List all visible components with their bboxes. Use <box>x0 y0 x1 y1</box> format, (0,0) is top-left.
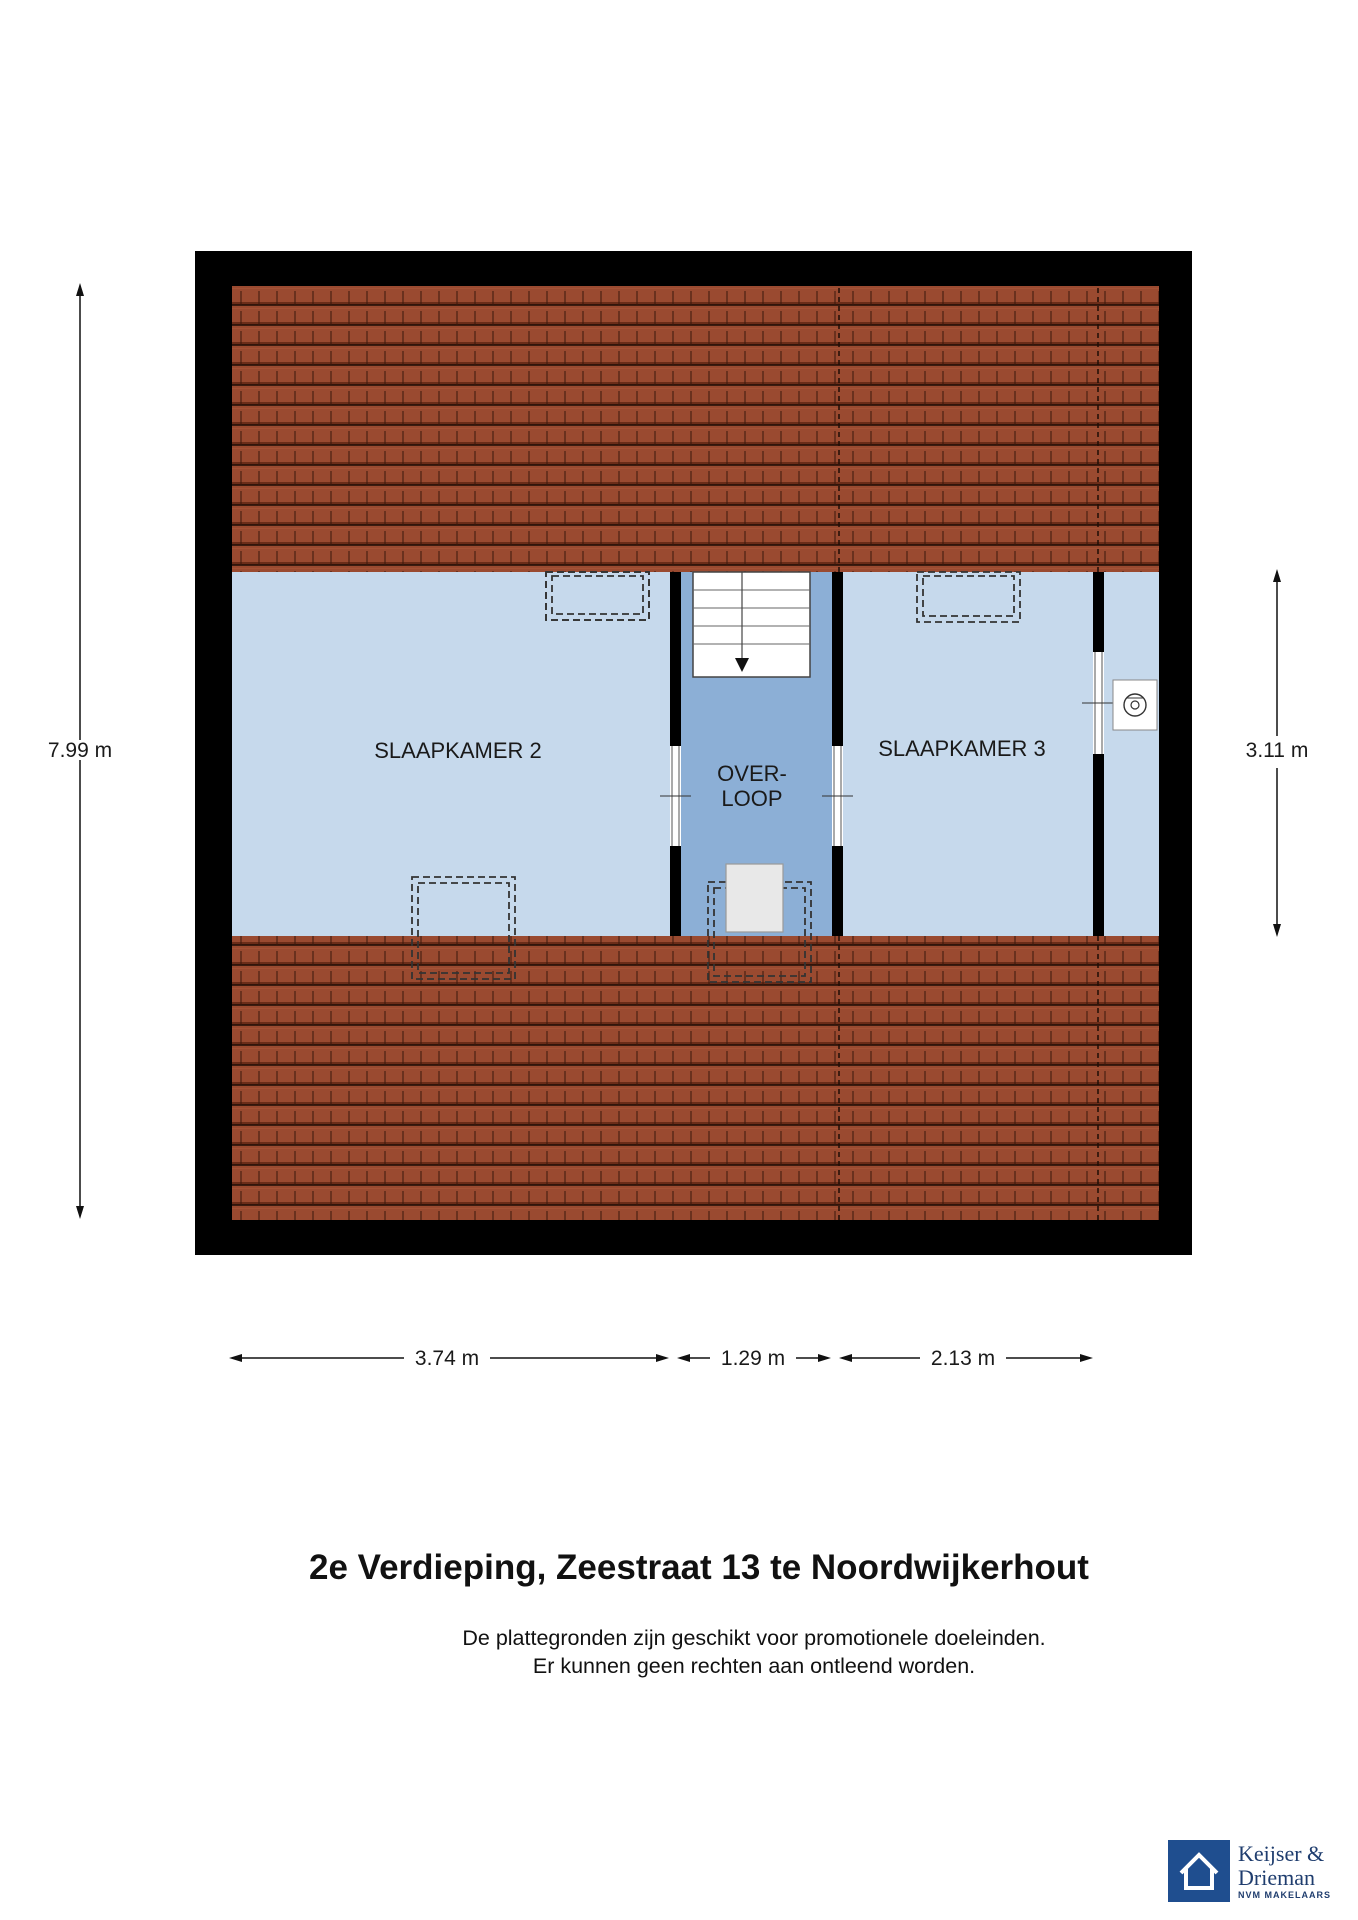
disclaimer-line-2: Er kunnen geen rechten aan ontleend worden. <box>532 1654 976 1678</box>
disclaimer-line-1: De plattegronden zijn geschikt voor promotionele doeleinden. <box>462 1626 1046 1650</box>
closet-unit <box>1113 680 1157 730</box>
roof-bottom <box>232 936 1159 1220</box>
company-logo <box>1168 1840 1350 1902</box>
house-logo-icon <box>1168 1840 1230 1902</box>
dim-height-right-label: 3.11 m <box>1245 739 1309 762</box>
plan-title: 2e Verdieping, Zeestraat 13 te Noordwijkerhout <box>309 1548 1089 1587</box>
dim-width-left-label: 3.74 m <box>414 1347 480 1370</box>
dim-height-total-label: 7.99 m <box>47 739 113 762</box>
logo-name-line1: Keijser & <box>1238 1841 1325 1866</box>
label-overloop-line1: OVER- <box>717 761 787 786</box>
logo-subtitle: NVM MAKELAARS <box>1238 1890 1331 1900</box>
boiler <box>726 864 783 932</box>
dim-width-middle-label: 1.29 m <box>720 1347 786 1370</box>
logo-name <box>1238 1842 1324 1890</box>
label-overloop-line2: LOOP <box>721 786 783 811</box>
label-slaapkamer-3: SLAAPKAMER 3 <box>878 736 1046 761</box>
label-slaapkamer-2: SLAAPKAMER 2 <box>374 738 542 763</box>
roof-top <box>232 286 1159 572</box>
dim-width-right-label: 2.13 m <box>930 1347 996 1370</box>
staircase <box>693 572 810 677</box>
logo-name-line2: Drieman <box>1238 1865 1315 1890</box>
